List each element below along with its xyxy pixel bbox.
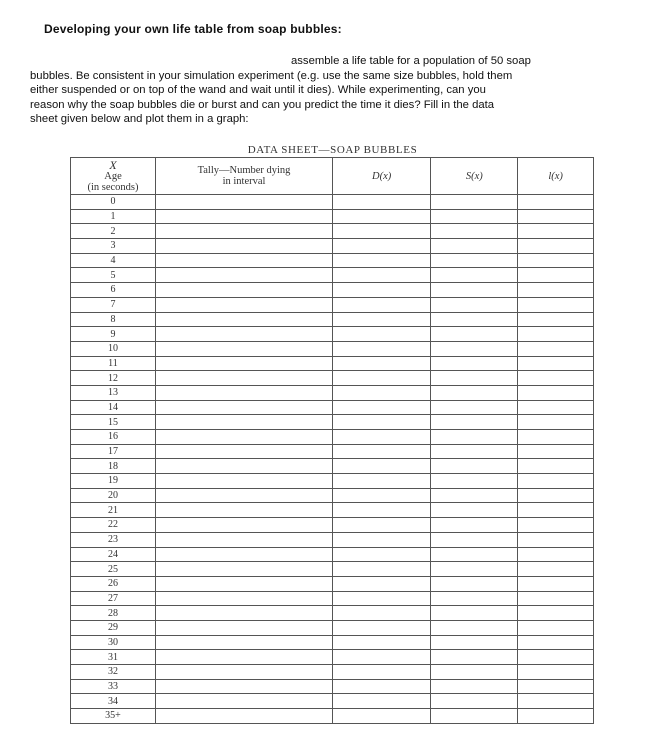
table-row xyxy=(71,283,594,298)
tally-cell[interactable] xyxy=(156,459,333,474)
tally-cell[interactable] xyxy=(156,532,333,547)
sx-cell[interactable] xyxy=(431,576,518,591)
sx-cell[interactable] xyxy=(431,547,518,562)
tally-cell[interactable] xyxy=(156,253,333,268)
table-row xyxy=(71,606,594,621)
table-row xyxy=(71,650,594,665)
tally-cell[interactable] xyxy=(156,591,333,606)
age-cell: 15 xyxy=(71,415,156,430)
paragraph-line: bubbles. Be consistent in your simulation experiment (e.g. use the same size bubbles, hold them xyxy=(30,69,513,82)
tally-cell[interactable] xyxy=(156,606,333,621)
data-sheet-title-wrap xyxy=(0,144,657,156)
lx-cell[interactable] xyxy=(518,253,594,268)
table-row xyxy=(71,195,594,210)
sx-cell[interactable] xyxy=(431,312,518,327)
age-cell: 8 xyxy=(71,312,156,327)
table-row xyxy=(71,576,594,591)
tally-cell[interactable] xyxy=(156,341,333,356)
sx-cell[interactable] xyxy=(431,341,518,356)
sx-cell[interactable] xyxy=(431,606,518,621)
age-cell: 31 xyxy=(71,650,156,665)
lx-cell[interactable] xyxy=(518,547,594,562)
sx-cell[interactable] xyxy=(431,356,518,371)
lx-cell[interactable] xyxy=(518,679,594,694)
sx-cell[interactable] xyxy=(431,209,518,224)
lx-cell[interactable] xyxy=(518,459,594,474)
paragraph-line: reason why the soap bubbles die or burst and can you predict the time it dies? Fill in the data xyxy=(30,98,495,111)
paragraph-line: assemble a life table for a population of 50 soap xyxy=(291,55,531,67)
age-header xyxy=(71,158,156,195)
lx-cell[interactable] xyxy=(518,327,594,342)
tally-cell[interactable] xyxy=(156,518,333,533)
tally-cell[interactable] xyxy=(156,709,333,724)
dx-cell[interactable] xyxy=(333,253,431,268)
sx-cell[interactable] xyxy=(431,400,518,415)
sx-cell[interactable] xyxy=(431,444,518,459)
sx-cell[interactable] xyxy=(431,239,518,254)
age-cell: 0 xyxy=(71,195,156,210)
tally-cell[interactable] xyxy=(156,488,333,503)
age-cell: 6 xyxy=(71,283,156,298)
age-cell: 33 xyxy=(71,679,156,694)
age-cell: 9 xyxy=(71,327,156,342)
table-row xyxy=(71,694,594,709)
header-row xyxy=(71,158,594,195)
table-row xyxy=(71,562,594,577)
tally-cell[interactable] xyxy=(156,576,333,591)
table-row xyxy=(71,400,594,415)
dx-cell[interactable] xyxy=(333,547,431,562)
table-row xyxy=(71,591,594,606)
sx-cell[interactable] xyxy=(431,635,518,650)
tally-cell[interactable] xyxy=(156,444,333,459)
sx-cell[interactable] xyxy=(431,385,518,400)
instructions-paragraph xyxy=(30,54,622,127)
dx-cell[interactable] xyxy=(333,606,431,621)
lx-cell[interactable] xyxy=(518,430,594,445)
age-cell: 3 xyxy=(71,239,156,254)
dx-cell[interactable] xyxy=(333,620,431,635)
lx-cell[interactable] xyxy=(518,385,594,400)
dx-cell[interactable] xyxy=(333,444,431,459)
tally-cell[interactable] xyxy=(156,562,333,577)
sx-cell[interactable] xyxy=(431,430,518,445)
sx-cell[interactable] xyxy=(431,195,518,210)
lx-cell[interactable] xyxy=(518,356,594,371)
table-row xyxy=(71,665,594,680)
dx-cell[interactable] xyxy=(333,503,431,518)
tally-cell[interactable] xyxy=(156,650,333,665)
dx-cell[interactable] xyxy=(333,635,431,650)
tally-cell[interactable] xyxy=(156,356,333,371)
age-cell: 13 xyxy=(71,385,156,400)
age-cell: 26 xyxy=(71,576,156,591)
age-cell: 11 xyxy=(71,356,156,371)
lx-cell[interactable] xyxy=(518,400,594,415)
sx-cell[interactable] xyxy=(431,709,518,724)
sx-cell[interactable] xyxy=(431,415,518,430)
lx-header: l(x) xyxy=(518,158,594,195)
age-cell: 18 xyxy=(71,459,156,474)
lx-cell[interactable] xyxy=(518,444,594,459)
lx-cell[interactable] xyxy=(518,665,594,680)
sx-cell[interactable] xyxy=(431,665,518,680)
age-cell: 28 xyxy=(71,606,156,621)
tally-cell[interactable] xyxy=(156,239,333,254)
dx-cell[interactable] xyxy=(333,694,431,709)
table-row xyxy=(71,635,594,650)
lx-cell[interactable] xyxy=(518,620,594,635)
lx-cell[interactable] xyxy=(518,532,594,547)
sx-cell[interactable] xyxy=(431,488,518,503)
age-cell: 12 xyxy=(71,371,156,386)
lx-cell[interactable] xyxy=(518,239,594,254)
table-row xyxy=(71,253,594,268)
tally-cell[interactable] xyxy=(156,268,333,283)
tally-label-line2: in interval xyxy=(222,176,266,187)
age-cell: 35+ xyxy=(71,709,156,724)
table-row xyxy=(71,620,594,635)
sx-cell[interactable] xyxy=(431,532,518,547)
table-row xyxy=(71,547,594,562)
lx-cell[interactable] xyxy=(518,562,594,577)
tally-cell[interactable] xyxy=(156,400,333,415)
tally-cell[interactable] xyxy=(156,665,333,680)
table-row xyxy=(71,532,594,547)
sx-cell[interactable] xyxy=(431,371,518,386)
lx-cell[interactable] xyxy=(518,283,594,298)
table-row xyxy=(71,679,594,694)
dx-cell[interactable] xyxy=(333,385,431,400)
tally-cell[interactable] xyxy=(156,679,333,694)
age-cell: 17 xyxy=(71,444,156,459)
age-cell: 23 xyxy=(71,532,156,547)
lx-cell[interactable] xyxy=(518,415,594,430)
paragraph-line: sheet given below and plot them in a graph: xyxy=(30,113,249,125)
dx-cell[interactable] xyxy=(333,650,431,665)
tally-cell[interactable] xyxy=(156,385,333,400)
age-cell: 27 xyxy=(71,591,156,606)
tally-cell[interactable] xyxy=(156,195,333,210)
tally-cell[interactable] xyxy=(156,312,333,327)
sx-header: S(x) xyxy=(431,158,518,195)
dx-cell[interactable] xyxy=(333,371,431,386)
sx-cell[interactable] xyxy=(431,694,518,709)
sx-cell[interactable] xyxy=(431,650,518,665)
age-cell: 22 xyxy=(71,518,156,533)
lx-cell[interactable] xyxy=(518,195,594,210)
table-row xyxy=(71,488,594,503)
lx-cell[interactable] xyxy=(518,518,594,533)
dx-cell[interactable] xyxy=(333,312,431,327)
lx-cell[interactable] xyxy=(518,635,594,650)
lx-cell[interactable] xyxy=(518,694,594,709)
age-label: Age xyxy=(104,170,122,182)
table-row xyxy=(71,371,594,386)
age-cell: 4 xyxy=(71,253,156,268)
sx-cell[interactable] xyxy=(431,327,518,342)
dx-cell[interactable] xyxy=(333,591,431,606)
table-row xyxy=(71,239,594,254)
paragraph-line: either suspended or on top of the wand and wait until it dies). While experimenting, can you xyxy=(30,84,486,96)
tally-cell[interactable] xyxy=(156,297,333,312)
table-row xyxy=(71,430,594,445)
tally-cell[interactable] xyxy=(156,474,333,489)
lx-cell[interactable] xyxy=(518,268,594,283)
age-cell: 14 xyxy=(71,400,156,415)
data-sheet-table xyxy=(70,157,594,724)
tally-header xyxy=(156,158,333,195)
sx-cell[interactable] xyxy=(431,518,518,533)
sx-cell[interactable] xyxy=(431,620,518,635)
table-row xyxy=(71,709,594,724)
lx-cell[interactable] xyxy=(518,371,594,386)
tally-cell[interactable] xyxy=(156,635,333,650)
sx-cell[interactable] xyxy=(431,253,518,268)
dx-cell[interactable] xyxy=(333,459,431,474)
sx-cell[interactable] xyxy=(431,283,518,298)
tally-cell[interactable] xyxy=(156,694,333,709)
tally-cell[interactable] xyxy=(156,209,333,224)
page-title: Developing your own life table from soap bubbles: xyxy=(44,22,342,36)
dx-cell[interactable] xyxy=(333,224,431,239)
table-row xyxy=(71,312,594,327)
age-cell: 29 xyxy=(71,620,156,635)
sx-cell[interactable] xyxy=(431,562,518,577)
lx-cell[interactable] xyxy=(518,709,594,724)
table-row xyxy=(71,224,594,239)
lx-cell[interactable] xyxy=(518,209,594,224)
dx-cell[interactable] xyxy=(333,488,431,503)
dx-cell[interactable] xyxy=(333,709,431,724)
age-cell: 19 xyxy=(71,474,156,489)
table-row xyxy=(71,415,594,430)
lx-cell[interactable] xyxy=(518,488,594,503)
sx-cell[interactable] xyxy=(431,268,518,283)
dx-cell[interactable] xyxy=(333,576,431,591)
age-cell: 10 xyxy=(71,341,156,356)
sx-cell[interactable] xyxy=(431,459,518,474)
table-row xyxy=(71,209,594,224)
lx-cell[interactable] xyxy=(518,576,594,591)
table-row xyxy=(71,268,594,283)
dx-cell[interactable] xyxy=(333,474,431,489)
age-cell: 20 xyxy=(71,488,156,503)
lx-cell[interactable] xyxy=(518,650,594,665)
dx-cell[interactable] xyxy=(333,430,431,445)
table-row xyxy=(71,503,594,518)
dx-cell[interactable] xyxy=(333,327,431,342)
tally-cell[interactable] xyxy=(156,503,333,518)
lx-cell[interactable] xyxy=(518,503,594,518)
table-row xyxy=(71,474,594,489)
data-sheet-body xyxy=(71,195,594,724)
dx-cell[interactable] xyxy=(333,195,431,210)
data-sheet-title: DATA SHEET—SOAP BUBBLES xyxy=(247,144,418,156)
lx-cell[interactable] xyxy=(518,312,594,327)
table-row xyxy=(71,297,594,312)
table-row xyxy=(71,444,594,459)
age-unit: (in seconds) xyxy=(87,181,139,193)
table-row xyxy=(71,327,594,342)
dx-cell[interactable] xyxy=(333,297,431,312)
age-cell: 30 xyxy=(71,635,156,650)
dx-cell[interactable] xyxy=(333,415,431,430)
dx-cell[interactable] xyxy=(333,283,431,298)
dx-cell[interactable] xyxy=(333,532,431,547)
sx-cell[interactable] xyxy=(431,679,518,694)
dx-cell[interactable] xyxy=(333,665,431,680)
sx-cell[interactable] xyxy=(431,224,518,239)
age-symbol: X xyxy=(109,157,117,172)
age-cell: 16 xyxy=(71,430,156,445)
sx-cell[interactable] xyxy=(431,297,518,312)
dx-cell[interactable] xyxy=(333,341,431,356)
lx-cell[interactable] xyxy=(518,606,594,621)
lx-cell[interactable] xyxy=(518,591,594,606)
tally-cell[interactable] xyxy=(156,371,333,386)
age-cell: 34 xyxy=(71,694,156,709)
dx-cell[interactable] xyxy=(333,356,431,371)
dx-cell[interactable] xyxy=(333,518,431,533)
lx-cell[interactable] xyxy=(518,474,594,489)
table-row xyxy=(71,341,594,356)
lx-cell[interactable] xyxy=(518,341,594,356)
tally-cell[interactable] xyxy=(156,620,333,635)
dx-cell[interactable] xyxy=(333,268,431,283)
dx-header: D(x) xyxy=(333,158,431,195)
lx-cell[interactable] xyxy=(518,297,594,312)
age-cell: 7 xyxy=(71,297,156,312)
tally-cell[interactable] xyxy=(156,547,333,562)
tally-label-line1: Tally—Number dying xyxy=(197,165,291,176)
table-row xyxy=(71,385,594,400)
tally-cell[interactable] xyxy=(156,430,333,445)
table-row xyxy=(71,518,594,533)
dx-cell[interactable] xyxy=(333,679,431,694)
tally-cell[interactable] xyxy=(156,224,333,239)
dx-cell[interactable] xyxy=(333,209,431,224)
sx-cell[interactable] xyxy=(431,474,518,489)
tally-cell[interactable] xyxy=(156,415,333,430)
table-row xyxy=(71,459,594,474)
age-cell: 25 xyxy=(71,562,156,577)
sx-cell[interactable] xyxy=(431,591,518,606)
age-cell: 32 xyxy=(71,665,156,680)
table-row xyxy=(71,356,594,371)
dx-cell[interactable] xyxy=(333,400,431,415)
tally-cell[interactable] xyxy=(156,327,333,342)
age-cell: 21 xyxy=(71,503,156,518)
age-cell: 5 xyxy=(71,268,156,283)
age-cell: 24 xyxy=(71,547,156,562)
sx-cell[interactable] xyxy=(431,503,518,518)
dx-cell[interactable] xyxy=(333,562,431,577)
dx-cell[interactable] xyxy=(333,239,431,254)
age-cell: 2 xyxy=(71,224,156,239)
age-cell: 1 xyxy=(71,209,156,224)
tally-cell[interactable] xyxy=(156,283,333,298)
lx-cell[interactable] xyxy=(518,224,594,239)
